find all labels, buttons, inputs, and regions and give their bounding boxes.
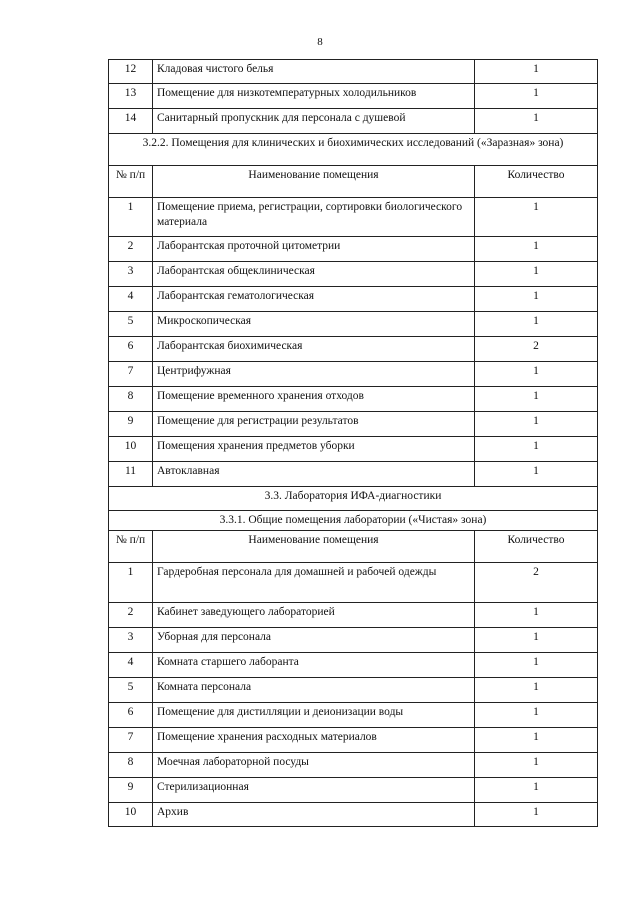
section-heading: 3.3. Лаборатория ИФА-диагностики xyxy=(109,487,598,511)
row-number: 2 xyxy=(109,603,153,628)
room-quantity: 1 xyxy=(475,287,598,312)
header-number: № п/п xyxy=(109,531,153,563)
table-row xyxy=(109,312,598,337)
row-number: 5 xyxy=(109,678,153,703)
room-name: Стерилизационная xyxy=(153,778,475,803)
table-row xyxy=(109,462,598,487)
room-name: Архив xyxy=(153,803,475,827)
row-number: 3 xyxy=(109,628,153,653)
room-quantity: 1 xyxy=(475,628,598,653)
room-name: Помещение для регистрации результатов xyxy=(153,412,475,437)
table-row xyxy=(109,678,598,703)
table-row xyxy=(109,437,598,462)
table-row xyxy=(109,60,598,84)
room-quantity: 1 xyxy=(475,84,598,109)
room-name: Кабинет заведующего лабораторией xyxy=(153,603,475,628)
room-quantity: 1 xyxy=(475,198,598,237)
section-heading: 3.3.1. Общие помещения лаборатории («Чистая» зона) xyxy=(109,511,598,531)
table-row xyxy=(109,198,598,237)
room-name: Помещение для низкотемпературных холодильников xyxy=(153,84,475,109)
room-name: Лаборантская биохимическая xyxy=(153,337,475,362)
room-name: Автоклавная xyxy=(153,462,475,487)
table-row xyxy=(109,703,598,728)
row-number: 4 xyxy=(109,653,153,678)
table-row xyxy=(109,84,598,109)
row-number: 1 xyxy=(109,563,153,603)
room-quantity: 1 xyxy=(475,437,598,462)
room-name: Лаборантская гематологическая xyxy=(153,287,475,312)
room-quantity: 1 xyxy=(475,678,598,703)
room-name: Лаборантская общеклиническая xyxy=(153,262,475,287)
room-quantity: 1 xyxy=(475,387,598,412)
room-quantity: 1 xyxy=(475,462,598,487)
room-name: Уборная для персонала xyxy=(153,628,475,653)
row-number: 2 xyxy=(109,237,153,262)
room-name: Комната персонала xyxy=(153,678,475,703)
row-number: 12 xyxy=(109,60,153,84)
table-row xyxy=(109,287,598,312)
table-row xyxy=(109,628,598,653)
row-number: 10 xyxy=(109,803,153,827)
row-number: 14 xyxy=(109,109,153,134)
table-row xyxy=(109,412,598,437)
row-number: 3 xyxy=(109,262,153,287)
section-heading: 3.2.2. Помещения для клинических и биохимических исследований («Заразная» зона) xyxy=(109,134,598,166)
row-number: 10 xyxy=(109,437,153,462)
table-header-row xyxy=(109,531,598,563)
row-number: 6 xyxy=(109,703,153,728)
section-heading-row xyxy=(109,511,598,531)
row-number: 7 xyxy=(109,728,153,753)
table-row xyxy=(109,563,598,603)
table-header-row xyxy=(109,166,598,198)
row-number: 5 xyxy=(109,312,153,337)
room-quantity: 1 xyxy=(475,109,598,134)
room-name: Помещение для дистилляции и деионизации воды xyxy=(153,703,475,728)
room-name: Помещения хранения предметов уборки xyxy=(153,437,475,462)
room-quantity: 1 xyxy=(475,778,598,803)
row-number: 13 xyxy=(109,84,153,109)
room-quantity: 1 xyxy=(475,753,598,778)
room-name: Санитарный пропускник для персонала с душевой xyxy=(153,109,475,134)
row-number: 4 xyxy=(109,287,153,312)
room-name: Помещение временного хранения отходов xyxy=(153,387,475,412)
header-quantity: Количество xyxy=(475,531,598,563)
header-room-name: Наименование помещения xyxy=(153,531,475,563)
room-quantity: 2 xyxy=(475,563,598,603)
room-quantity: 1 xyxy=(475,653,598,678)
table-row xyxy=(109,653,598,678)
table-row xyxy=(109,262,598,287)
room-quantity: 1 xyxy=(475,60,598,84)
row-number: 7 xyxy=(109,362,153,387)
table-row xyxy=(109,803,598,827)
room-quantity: 1 xyxy=(475,237,598,262)
room-quantity: 1 xyxy=(475,603,598,628)
rooms-table xyxy=(108,59,598,827)
room-quantity: 1 xyxy=(475,703,598,728)
table-row xyxy=(109,362,598,387)
rooms-table-body xyxy=(109,60,598,827)
table-row xyxy=(109,109,598,134)
room-quantity: 1 xyxy=(475,362,598,387)
room-name: Микроскопическая xyxy=(153,312,475,337)
room-name: Комната старшего лаборанта xyxy=(153,653,475,678)
table-row xyxy=(109,753,598,778)
room-quantity: 2 xyxy=(475,337,598,362)
header-number: № п/п xyxy=(109,166,153,198)
room-quantity: 1 xyxy=(475,262,598,287)
room-name: Гардеробная персонала для домашней и рабочей одежды xyxy=(153,563,475,603)
section-heading-row xyxy=(109,487,598,511)
row-number: 1 xyxy=(109,198,153,237)
table-row xyxy=(109,603,598,628)
row-number: 9 xyxy=(109,778,153,803)
row-number: 8 xyxy=(109,387,153,412)
room-name: Центрифужная xyxy=(153,362,475,387)
row-number: 6 xyxy=(109,337,153,362)
header-room-name: Наименование помещения xyxy=(153,166,475,198)
room-name: Лаборантская проточной цитометрии xyxy=(153,237,475,262)
page-number: 8 xyxy=(317,36,323,48)
room-quantity: 1 xyxy=(475,803,598,827)
row-number: 8 xyxy=(109,753,153,778)
row-number: 9 xyxy=(109,412,153,437)
table-row xyxy=(109,728,598,753)
section-heading-row xyxy=(109,134,598,166)
room-name: Кладовая чистого белья xyxy=(153,60,475,84)
room-name: Моечная лабораторной посуды xyxy=(153,753,475,778)
table-row xyxy=(109,337,598,362)
header-quantity: Количество xyxy=(475,166,598,198)
room-quantity: 1 xyxy=(475,728,598,753)
room-quantity: 1 xyxy=(475,412,598,437)
row-number: 11 xyxy=(109,462,153,487)
room-name: Помещение приема, регистрации, сортировки биологического материала xyxy=(153,198,475,237)
room-name: Помещение хранения расходных материалов xyxy=(153,728,475,753)
table-row xyxy=(109,778,598,803)
table-row xyxy=(109,387,598,412)
room-quantity: 1 xyxy=(475,312,598,337)
table-row xyxy=(109,237,598,262)
